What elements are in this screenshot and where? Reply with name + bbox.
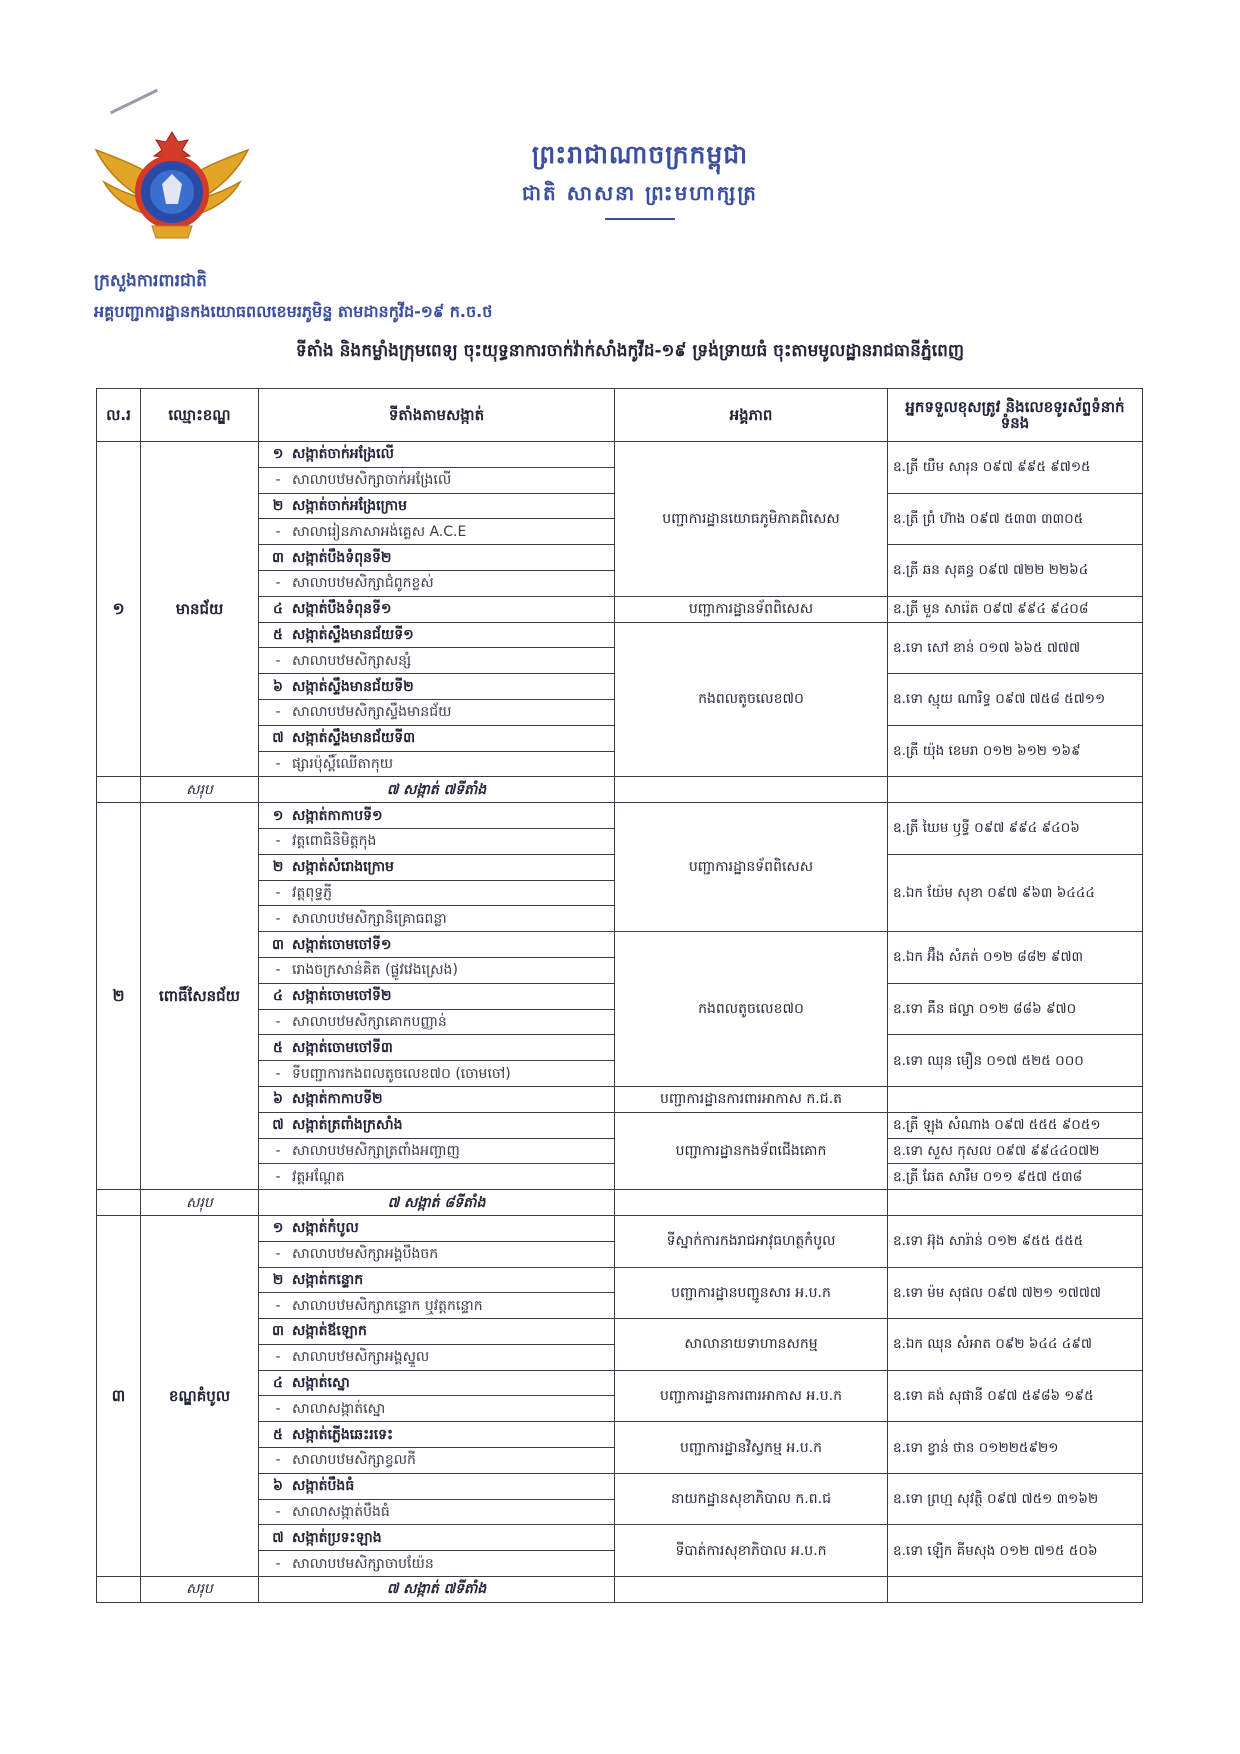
site-label: ផ្សារប៉ុស្តិ៍ឈើតាកុយ xyxy=(292,755,394,772)
unit-name: សាលានាយទាហានសកម្ម xyxy=(615,1319,888,1371)
contact-person: ឧ.ទោ សួស កុសល ០៩៧ ៩៩៤៤០៧២ xyxy=(888,1138,1143,1164)
sangkat-label: សង្កាត់កន្ទោក xyxy=(292,1271,364,1288)
sangkat-number: ៥ xyxy=(273,626,283,643)
site-name xyxy=(259,751,615,777)
site-bullet: - xyxy=(275,523,281,540)
sangkat-label: សង្កាត់ចាក់អង្រែក្រោម xyxy=(292,497,407,514)
table-row xyxy=(97,1215,1143,1241)
site-bullet: - xyxy=(275,1400,281,1417)
total-contact-empty xyxy=(888,1190,1143,1216)
contact-person: ឧ.ត្រី ឡុង សំណាង ០៩៧ ៥៥៥ ៩០៥១ xyxy=(888,1112,1143,1138)
contact-person: ឧ.ឯក អ៊ឹង សំភត់ ០១២ ៨៨២ ៩៧៣ xyxy=(888,932,1143,984)
sangkat-label: សង្កាត់សំរោងក្រោម xyxy=(292,859,394,876)
contact-person: ឧ.ទោ ស្មុយ ណារិទ្ធ ០៩៧ ៧៥៨ ៥៧១១ xyxy=(888,674,1143,726)
site-name xyxy=(259,519,615,545)
sangkat-name xyxy=(259,803,615,829)
site-name xyxy=(259,1448,615,1474)
sangkat-number: ១ xyxy=(272,446,284,463)
site-label: សាលាបឋមសិក្សាស្ទឹងមានជ័យ xyxy=(292,704,452,721)
sangkat-number: ២ xyxy=(272,859,284,876)
row-number: ៣ xyxy=(97,1215,141,1576)
contact-person: ឧ.ត្រី ឃៃម ឫទ្ធី ០៩៧ ៩៩៤ ៩៤០៦ xyxy=(888,803,1143,855)
contact-person: ឧ.ទោ គឹន ផល្លា ០១២ ៨៨៦ ៩៧០ xyxy=(888,983,1143,1035)
total-row xyxy=(97,777,1143,803)
site-name xyxy=(259,1396,615,1422)
sangkat-number: ៣ xyxy=(272,1323,284,1340)
col-header-contact: អ្នកទទួលខុសត្រូវ និងលេខទូរស័ព្ទទំនាក់ទំនង xyxy=(888,389,1143,442)
contact-person: ឧ.ទោ សៅ ខាន់ ០១៧ ៦៦៥ ៧៧៧ xyxy=(888,622,1143,674)
sangkat-name xyxy=(259,493,615,519)
ministry-block xyxy=(94,270,492,325)
sangkat-name xyxy=(259,545,615,571)
sangkat-name xyxy=(259,725,615,751)
contact-person: ឧ.ទោ ម៉ម សុផល ០៩៧ ៧២១ ១៧៧៧ xyxy=(888,1267,1143,1319)
site-label: វត្តពោធិនិមិត្តកុង xyxy=(292,833,377,850)
zone-name: មានជ័យ xyxy=(141,442,259,777)
contact-person: ឧ.ទោ ឡើក គីមសុង ០១២ ៧១៥ ៥០៦ xyxy=(888,1525,1143,1577)
row-number: ១ xyxy=(97,442,141,777)
unit-name: បញ្ជាការដ្ឋានកងទ័ពជើងគោក xyxy=(615,1112,888,1189)
sangkat-label: សង្កាត់ភ្លើងឆេះរទេះ xyxy=(292,1426,394,1443)
site-name xyxy=(259,467,615,493)
contact-person: ឧ.ត្រី យ៉ុង ខេមរា ០១២ ៦១២ ១៦៩ xyxy=(888,725,1143,777)
sangkat-name xyxy=(259,1319,615,1345)
site-name xyxy=(259,1551,615,1577)
unit-name: កងពលតូចលេខ៧០ xyxy=(615,622,888,777)
sangkat-number: ៦ xyxy=(273,678,283,695)
sangkat-number: ៦ xyxy=(273,1478,283,1495)
sangkat-number: ១ xyxy=(272,807,284,824)
site-name xyxy=(259,699,615,725)
zone-name: ខណ្ឌគំបូល xyxy=(141,1215,259,1576)
sangkat-name xyxy=(259,1112,615,1138)
sangkat-label: សង្កាត់ចោមចៅទី១ xyxy=(292,936,392,953)
site-label: សាលាបឋមសិក្សាត្រពាំងអញ្ចាញ xyxy=(292,1142,460,1159)
site-label: សាលាបឋមសិក្សាចាក់អង្រែលើ xyxy=(292,472,452,489)
total-spacer xyxy=(97,777,141,803)
col-header-unit: អង្គភាព xyxy=(615,389,888,442)
unit-name: នាយកដ្ឋានសុខាភិបាល ក.ព.ជ xyxy=(615,1473,888,1525)
sangkat-number: ១ xyxy=(272,1220,284,1237)
col-header-location: ទីតាំងតាមសង្កាត់ xyxy=(259,389,615,442)
sangkat-name xyxy=(259,1422,615,1448)
site-name xyxy=(259,906,615,932)
contact-person: ឧ.ទោ គង់ សុផានី ០៩៧ ៥៩៨៦ ១៩៥ xyxy=(888,1370,1143,1422)
site-bullet: - xyxy=(275,1452,281,1469)
total-value: ៧ សង្កាត់ ៨ទីតាំង xyxy=(259,1190,615,1216)
contact-person: ឧ.ត្រី យឹម សារុន ០៩៧ ៩៩៥ ៩៧១៥ xyxy=(888,442,1143,494)
sangkat-label: សង្កាត់ចាក់អង្រែលើ xyxy=(292,446,394,463)
table-row xyxy=(97,803,1143,829)
kingdom-name: ព្រះរាជាណាចក្រកម្ពុជា xyxy=(531,140,749,169)
sangkat-name xyxy=(259,596,615,622)
sangkat-number: ២ xyxy=(272,1271,284,1288)
kingdom-motto: ជាតិ សាសនា ព្រះមហាក្សត្រ xyxy=(522,181,758,205)
site-label: ទីបញ្ជាការកងពលតូចលេខ៧០ (ចោមចៅ) xyxy=(292,1065,511,1082)
site-label: សាលាបឋមសិក្សានិគ្រោធពន្លា xyxy=(292,910,447,927)
contact-person: ឧ.ត្រី ឆែត សារឹម ០១១ ៩៥៧ ៥៣៨ xyxy=(888,1164,1143,1190)
contact-person xyxy=(888,1086,1143,1112)
site-name xyxy=(259,1241,615,1267)
unit-name: បញ្ជាការដ្ឋានទ័ពពិសេស xyxy=(615,596,888,622)
header-divider xyxy=(605,218,675,220)
site-label: សាលាបឋមសិក្សាអង្គស្នួល xyxy=(292,1349,430,1366)
total-row xyxy=(97,1577,1143,1603)
table-row xyxy=(97,442,1143,468)
contact-person: ឧ.ត្រី មួន សារ៉េត ០៩៧ ៩៩៤ ៩៤០៨ xyxy=(888,596,1143,622)
sangkat-label: សង្កាត់បឹងធំ xyxy=(292,1478,355,1495)
col-header-no: ល.រ xyxy=(97,389,141,442)
sangkat-name xyxy=(259,674,615,700)
sangkat-name xyxy=(259,1267,615,1293)
unit-name: បញ្ជាការដ្ឋានវិស្វកម្ម អ.ប.ក xyxy=(615,1422,888,1474)
site-name xyxy=(259,1009,615,1035)
kingdom-header xyxy=(430,140,850,220)
site-bullet: - xyxy=(275,1297,281,1314)
total-spacer xyxy=(97,1190,141,1216)
contact-person: ឧ.ទោ ខ្វាន់ ថាន ០១២២៥៩២១ xyxy=(888,1422,1143,1474)
site-bullet: - xyxy=(275,1246,281,1263)
unit-name: ទីបាត់ការសុខាភិបាល អ.ប.ក xyxy=(615,1525,888,1577)
sangkat-number: ៣ xyxy=(272,936,284,953)
sangkat-label: សង្កាត់កំបូល xyxy=(292,1220,359,1237)
sangkat-number: ៧ xyxy=(272,1117,284,1134)
sangkat-label: សង្កាត់កាកាបទី២ xyxy=(292,1091,383,1108)
site-name xyxy=(259,828,615,854)
site-bullet: - xyxy=(275,833,281,850)
site-label: សាលាសង្កាត់ស្នោ xyxy=(292,1400,386,1417)
site-label: រោងចក្រសាន់គិត (ផ្លូវវេងស្រេង) xyxy=(292,962,458,979)
document-title: ទីតាំង និងកម្លាំងក្រុមពេទ្យ ចុះយុទ្ធនាការចាក់វ៉ាក់សាំងកូវីដ-១៩ ទ្រង់ទ្រាយធំ ចុះតាមមូលដ្ឋានរាជធានីភ្នំពេញ xyxy=(295,341,965,361)
site-label: សាលាបឋមសិក្សាសន្សំ xyxy=(292,652,412,669)
site-label: សាលាសង្កាត់បឹងធំ xyxy=(292,1504,390,1521)
sangkat-name xyxy=(259,1525,615,1551)
sangkat-number: ៤ xyxy=(273,1375,283,1392)
site-bullet: - xyxy=(275,1349,281,1366)
sangkat-number: ៣ xyxy=(272,549,284,566)
sangkat-name xyxy=(259,1086,615,1112)
table-header-row xyxy=(97,389,1143,442)
site-label: សាលាបឋមសិក្សាជំពូកខ្លស់ xyxy=(292,575,434,592)
total-unit-empty xyxy=(615,777,888,803)
sangkat-label: សង្កាត់ចោមចៅទី២ xyxy=(292,988,392,1005)
sangkat-number: ៦ xyxy=(273,1091,283,1108)
total-unit-empty xyxy=(615,1577,888,1603)
sangkat-name xyxy=(259,442,615,468)
unit-name: កងពលតូចលេខ៧០ xyxy=(615,932,888,1087)
total-contact-empty xyxy=(888,1577,1143,1603)
site-label: សាលាបឋមសិក្សាចាបយ៉ែន xyxy=(292,1555,434,1572)
row-number: ២ xyxy=(97,803,141,1190)
site-name xyxy=(259,570,615,596)
ministry-emblem xyxy=(92,128,252,258)
unit-name: បញ្ជាការដ្ឋានទ័ពពិសេស xyxy=(615,803,888,932)
contact-person: ឧ.ត្រី ព្រំ ហ៊ាង ០៩៧ ៥៣៣ ៣៣០៥ xyxy=(888,493,1143,545)
sangkat-label: សង្កាត់ស្ទឹងមានជ័យទី១ xyxy=(292,626,414,643)
contact-person: ឧ.ឯក ឈុន សំអាត ០៩២ ៦៤៤ ៤៩៧ xyxy=(888,1319,1143,1371)
sangkat-name xyxy=(259,622,615,648)
zone-name: ពោធិ៍សែនជ័យ xyxy=(141,803,259,1190)
unit-name: ទីស្នាក់ការកងរាជអាវុធហត្ថកំបូល xyxy=(615,1215,888,1267)
contact-person: ឧ.ទោ ព្រហ្ម សុវត្ថិ ០៩៧ ៧៥១ ៣១៦២ xyxy=(888,1473,1143,1525)
sangkat-number: ៥ xyxy=(273,1039,283,1056)
total-value: ៧ សង្កាត់ ៧ទីតាំង xyxy=(259,1577,615,1603)
sangkat-label: សង្កាត់ប្រទះឡាង xyxy=(292,1529,382,1546)
site-label: វត្តអណ្តែត xyxy=(292,1168,345,1185)
site-bullet: - xyxy=(275,704,281,721)
site-name xyxy=(259,1293,615,1319)
sangkat-number: ៥ xyxy=(273,1426,283,1443)
site-bullet: - xyxy=(275,755,281,772)
site-name xyxy=(259,880,615,906)
site-label: សាលារៀនភាសាអង់គ្លេស A.C.E xyxy=(292,523,467,540)
sangkat-name xyxy=(259,854,615,880)
site-name xyxy=(259,1499,615,1525)
sangkat-label: សង្កាត់ឪឡោក xyxy=(292,1323,367,1340)
unit-name: បញ្ជាការដ្ឋានការពារអាកាស អ.ប.ក xyxy=(615,1370,888,1422)
sangkat-name xyxy=(259,983,615,1009)
pen-mark xyxy=(110,89,158,114)
site-name xyxy=(259,1164,615,1190)
unit-name: បញ្ជាការដ្ឋានការពារអាកាស ក.ជ.ត xyxy=(615,1086,888,1112)
site-bullet: - xyxy=(275,1065,281,1082)
sangkat-name xyxy=(259,1215,615,1241)
vaccination-sites-table xyxy=(96,388,1143,1603)
contact-person: ឧ.ឯក យ៉ែម សុខា ០៩៧ ៩៦៣ ៦៤៤៤ xyxy=(888,854,1143,931)
site-name xyxy=(259,1344,615,1370)
site-bullet: - xyxy=(275,962,281,979)
site-bullet: - xyxy=(275,472,281,489)
sangkat-label: សង្កាត់បឹងទំពុនទី២ xyxy=(292,549,392,566)
site-label: សាលាបឋមសិក្សាកន្ទោក ឬវត្តកន្ទោក xyxy=(292,1297,483,1314)
sangkat-number: ៧ xyxy=(272,1529,284,1546)
sangkat-name xyxy=(259,932,615,958)
col-header-zone: ឈ្មោះខណ្ឌ xyxy=(141,389,259,442)
site-label: សាលាបឋមសិក្សាអង្គបឹងចក xyxy=(292,1246,439,1263)
total-label: សរុប xyxy=(141,777,259,803)
sangkat-label: សង្កាត់ត្រពាំងក្រសាំង xyxy=(292,1117,403,1134)
sangkat-number: ៧ xyxy=(272,730,284,747)
unit-name: បញ្ជាការដ្ឋានយោធភូមិភាគពិសេស xyxy=(615,442,888,597)
site-bullet: - xyxy=(275,1504,281,1521)
sangkat-label: សង្កាត់បឹងទំពុនទី១ xyxy=(292,601,392,618)
sangkat-number: ៤ xyxy=(273,601,283,618)
contact-person: ឧ.ត្រី ឆន សុគន្ធ ០៩៧ ៧២២ ២២៦៤ xyxy=(888,545,1143,597)
site-bullet: - xyxy=(275,575,281,592)
sangkat-number: ២ xyxy=(272,497,284,514)
total-row xyxy=(97,1190,1143,1216)
total-value: ៧ សង្កាត់ ៧ទីតាំង xyxy=(259,777,615,803)
site-name xyxy=(259,1138,615,1164)
site-name xyxy=(259,648,615,674)
sangkat-label: សង្កាត់ស្ទឹងមានជ័យទី២ xyxy=(292,678,414,695)
sangkat-label: សង្កាត់កាកាបទី១ xyxy=(292,807,383,824)
unit-name: បញ្ជាការដ្ឋានបញ្ជូនសារ អ.ប.ក xyxy=(615,1267,888,1319)
sangkat-name xyxy=(259,1370,615,1396)
site-label: វត្តពុទ្ធភ្ញី xyxy=(292,884,332,901)
contact-person: ឧ.ទោ អ៊ុង សារ៉ាន់ ០១២ ៩៥៥ ៥៥៥ xyxy=(888,1215,1143,1267)
site-bullet: - xyxy=(275,1168,281,1185)
total-spacer xyxy=(97,1577,141,1603)
site-bullet: - xyxy=(275,1555,281,1572)
committee-name: អគ្គបញ្ជាការដ្ឋានកងយោធពលខេមរភូមិន្ទ តាមដានកូវីដ-១៩ ក.ច.ថ xyxy=(94,302,493,321)
contact-person: ឧ.ទោ ឈុន មឿន ០១៧ ៥២៥ ០០០ xyxy=(888,1035,1143,1087)
site-bullet: - xyxy=(275,884,281,901)
sangkat-name xyxy=(259,1473,615,1499)
total-contact-empty xyxy=(888,777,1143,803)
sangkat-label: សង្កាត់ស្ទឹងមានជ័យទី៣ xyxy=(292,730,416,747)
site-bullet: - xyxy=(275,652,281,669)
sangkat-name xyxy=(259,1035,615,1061)
sangkat-label: សង្កាត់ចោមចៅទី៣ xyxy=(292,1039,393,1056)
site-bullet: - xyxy=(275,910,281,927)
site-bullet: - xyxy=(275,1142,281,1159)
total-label: សរុប xyxy=(141,1577,259,1603)
site-name xyxy=(259,957,615,983)
total-label: សរុប xyxy=(141,1190,259,1216)
total-unit-empty xyxy=(615,1190,888,1216)
site-label: សាលាបឋមសិក្សាខ្វលកី xyxy=(292,1452,416,1469)
sangkat-label: សង្កាត់ស្នោ xyxy=(292,1375,350,1392)
site-name xyxy=(259,1061,615,1087)
sangkat-number: ៤ xyxy=(273,988,283,1005)
ministry-name: ក្រសួងការពារជាតិ xyxy=(94,271,207,291)
site-bullet: - xyxy=(275,1013,281,1030)
site-label: សាលាបឋមសិក្សាគោកបញ្ញាន់ xyxy=(292,1013,447,1030)
